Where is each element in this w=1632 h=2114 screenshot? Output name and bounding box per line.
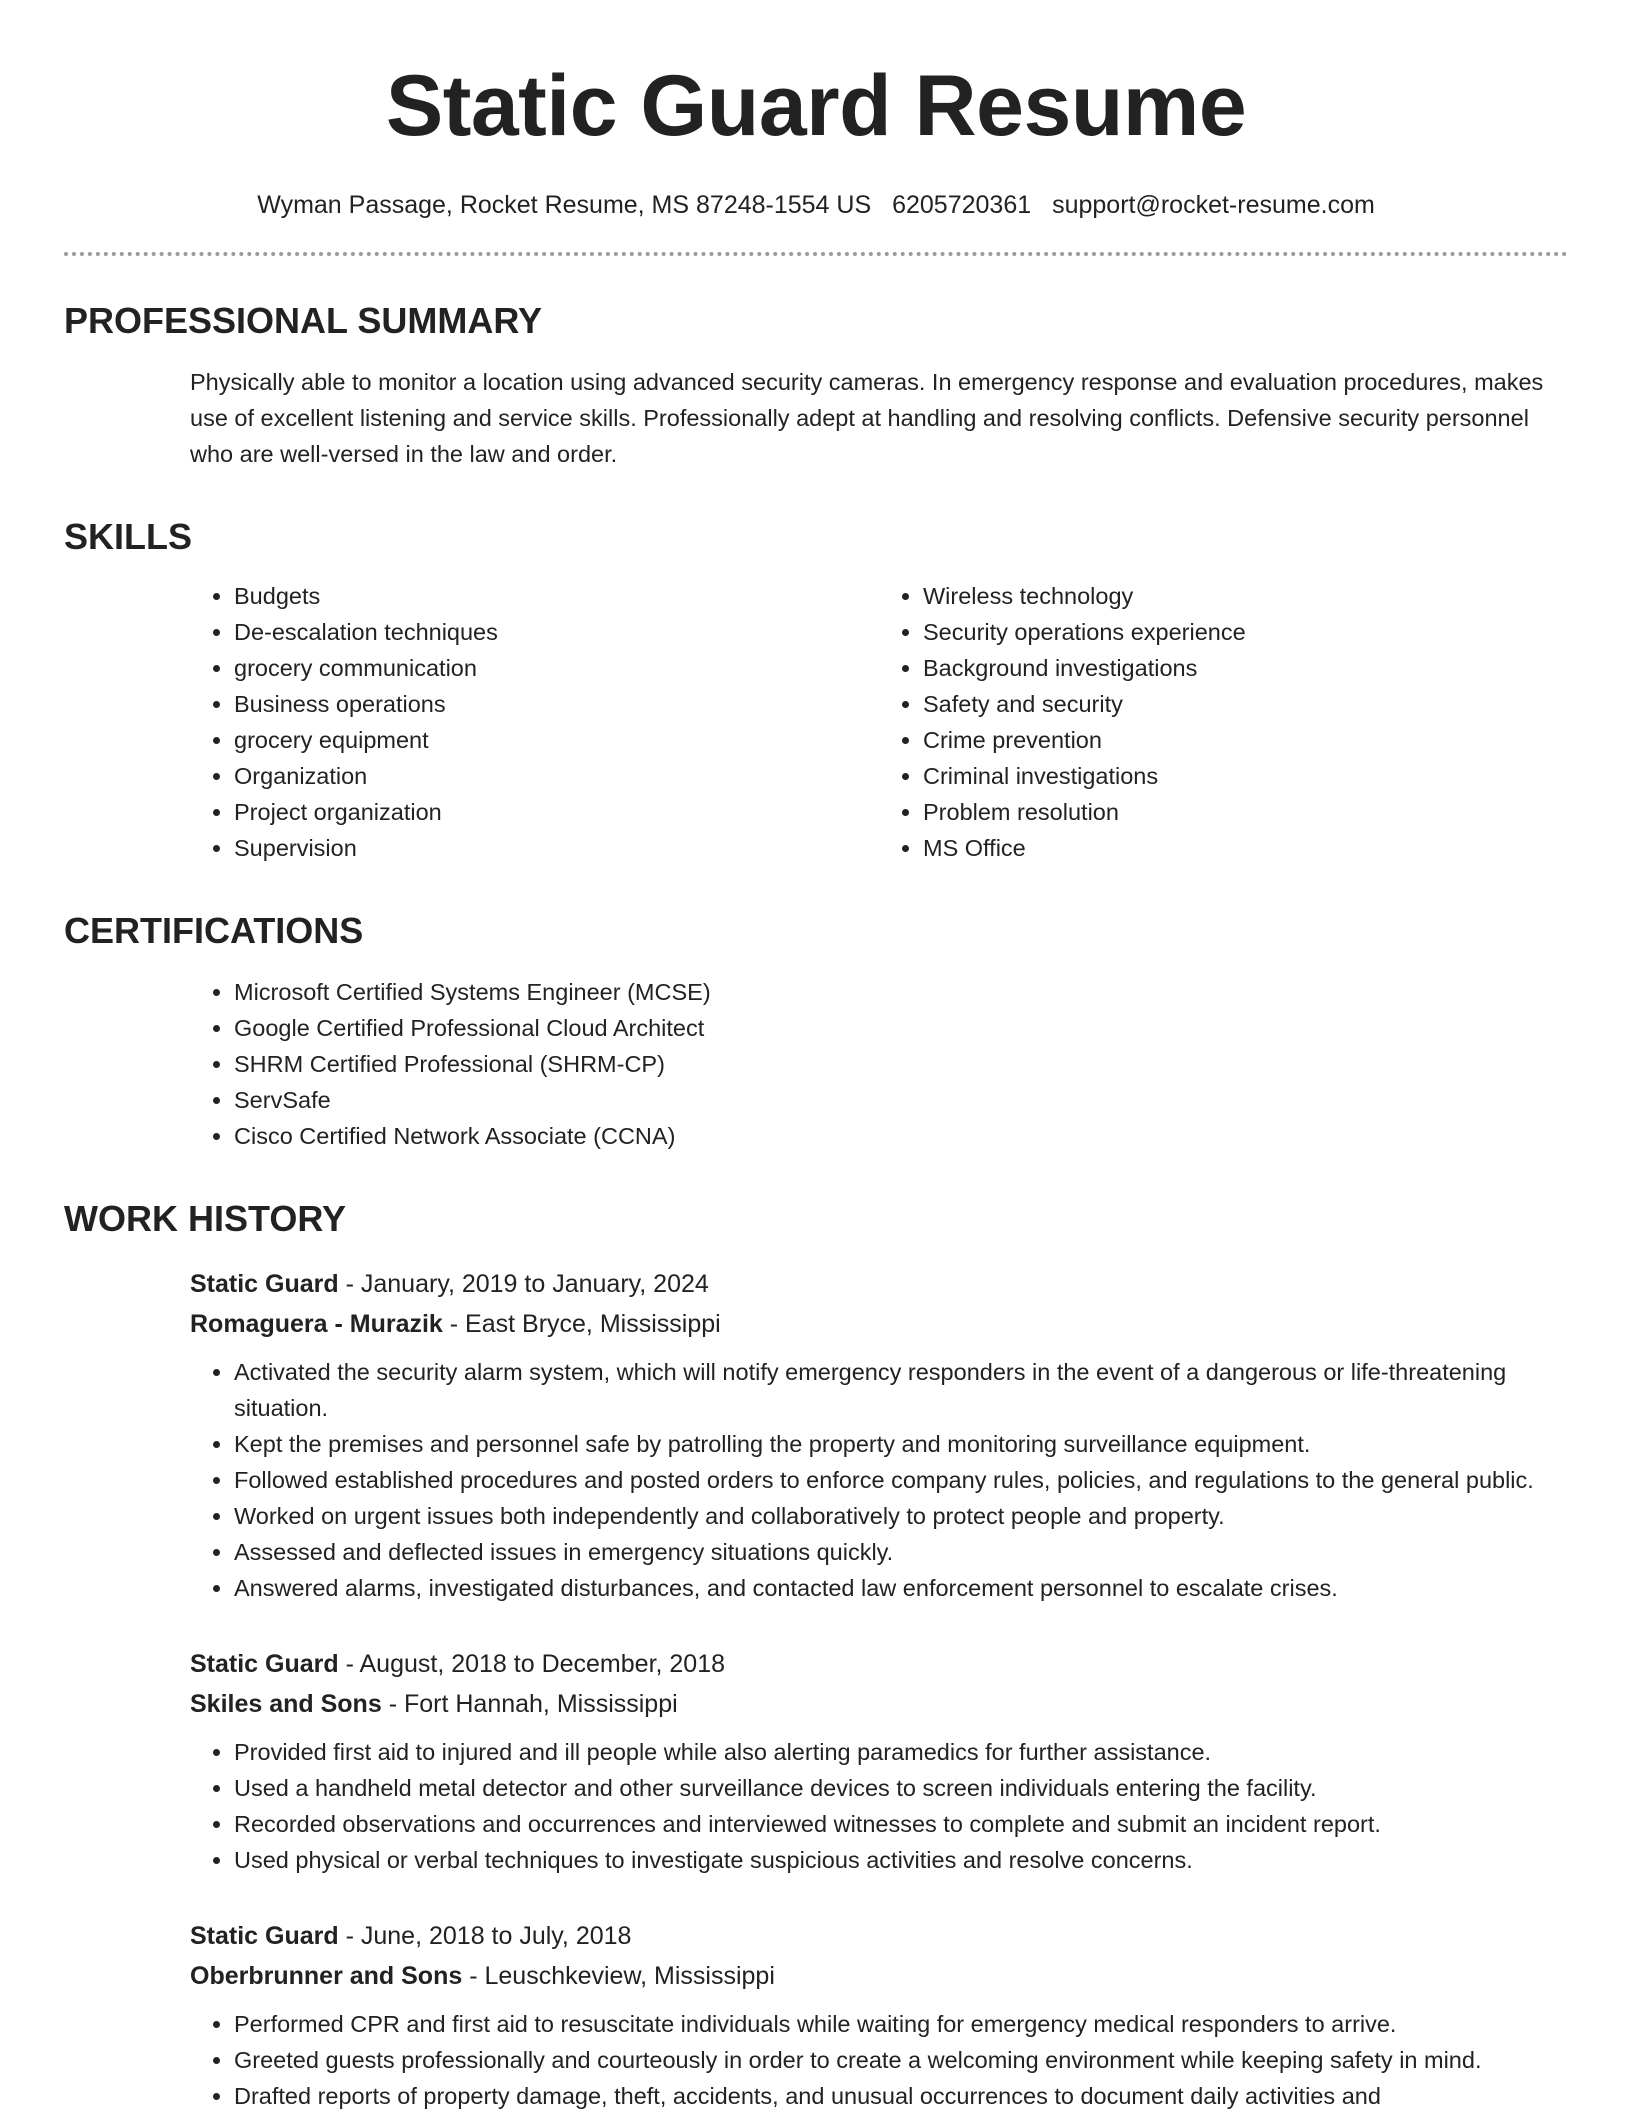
job-duty: • Worked on urgent issues both independently and collaboratively to protect people and property. [234,1498,1568,1534]
job-duty: • Drafted reports of property damage, theft, accidents, and unusual occurrences to document daily activities and [234,2078,1568,2114]
summary-text: Physically able to monitor a location using advanced security cameras. In emergency response and evaluation procedures, makes use of excellent listening and service skills. Professionally adept at handling and resolving conflicts. Defensive security personnel who are well-versed in the law and order. [190,369,1544,467]
certification-item: • SHRM Certified Professional (SHRM-CP) [234,1046,1568,1082]
job-location: - Leuschkeview, Mississippi [462,1962,775,1990]
skills-columns [190,578,1568,866]
job-entry [190,1916,1568,2114]
job-duty: • Performed CPR and first aid to resuscitate individuals while waiting for emergency medical responders to arrive. [234,2006,1568,2042]
job-role: Static Guard [190,1922,339,1950]
skill-item: • Criminal investigations [923,758,1568,794]
certification-item: • Cisco Certified Network Associate (CCNA) [234,1118,1568,1154]
job-title-line [190,1264,1568,1304]
skill-item: • Business operations [234,686,879,722]
work-history-section [64,1154,1568,2114]
skill-item: • grocery equipment [234,722,879,758]
skills-section [64,472,1568,866]
skill-item: • grocery communication [234,650,879,686]
work-history-heading: WORK HISTORY [64,1198,347,1239]
contact-line [0,190,1632,220]
job-dates: - January, 2019 to January, 2024 [338,1270,709,1298]
skill-item: • Safety and security [923,686,1568,722]
certification-item: • Microsoft Certified Systems Engineer (MCSE) [234,974,1568,1010]
job-company: Oberbrunner and Sons [190,1962,463,1990]
skill-item: • Wireless technology [923,578,1568,614]
job-duty: • Provided first aid to injured and ill people while also alerting paramedics for further assistance. [234,1734,1568,1770]
job-title-line [190,1916,1568,1956]
skills-heading: SKILLS [64,516,193,557]
job-duty: • Used physical or verbal techniques to investigate suspicious activities and resolve concerns. [234,1842,1568,1878]
certification-item: • ServSafe [234,1082,1568,1118]
job-role: Static Guard [190,1650,339,1678]
job-duty: • Followed established procedures and posted orders to enforce company rules, policies, and regulations to the general public. [234,1462,1568,1498]
job-company-line [190,1684,1568,1724]
job-company: Romaguera - Murazik [190,1310,443,1338]
skill-item: • Security operations experience [923,614,1568,650]
certifications-body [190,974,1568,1154]
job-entry [190,1644,1568,1878]
certifications-heading: CERTIFICATIONS [64,910,364,951]
contact-email: support@rocket-resume.com [1052,191,1375,219]
skill-item: • Project organization [234,794,879,830]
certifications-list [190,974,1568,1154]
summary-section [64,256,1568,472]
skill-item: • Problem resolution [923,794,1568,830]
certifications-section [64,866,1568,1154]
skill-item: • De-escalation techniques [234,614,879,650]
summary-heading: PROFESSIONAL SUMMARY [64,300,543,341]
job-duty: • Greeted guests professionally and courteously in order to create a welcoming environment while keeping safety in mind. [234,2042,1568,2078]
skill-item: • Organization [234,758,879,794]
job-role: Static Guard [190,1270,339,1298]
job-duty: • Answered alarms, investigated disturbances, and contacted law enforcement personnel to escalate crises. [234,1570,1568,1606]
resume-title: Static Guard Resume [385,58,1247,154]
job-duties [190,2006,1568,2114]
skill-item: • Crime prevention [923,722,1568,758]
job-duty: • Kept the premises and personnel safe by patrolling the property and monitoring surveillance equipment. [234,1426,1568,1462]
skill-item: • Budgets [234,578,879,614]
skill-item: • MS Office [923,830,1568,866]
skills-list-right [879,578,1568,866]
job-title-line [190,1644,1568,1684]
job-duty: • Recorded observations and occurrences and interviewed witnesses to complete and submit an incident report. [234,1806,1568,1842]
job-duty: • Assessed and deflected issues in emergency situations quickly. [234,1534,1568,1570]
job-entry [190,1264,1568,1606]
job-duty: • Activated the security alarm system, which will notify emergency responders in the event of a dangerous or life-threatening situation. [234,1354,1568,1426]
skill-item: • Background investigations [923,650,1568,686]
job-duties [190,1734,1568,1878]
job-dates: - August, 2018 to December, 2018 [338,1650,726,1678]
job-duties [190,1354,1568,1606]
job-dates: - June, 2018 to July, 2018 [338,1922,632,1950]
skills-list-left [190,578,879,866]
certification-item: • Google Certified Professional Cloud Architect [234,1010,1568,1046]
job-company-line [190,1304,1568,1344]
skill-item: • Supervision [234,830,879,866]
job-duty: • Used a handheld metal detector and other surveillance devices to screen individuals entering the facility. [234,1770,1568,1806]
job-company: Skiles and Sons [190,1690,382,1718]
job-company-line [190,1956,1568,1996]
contact-phone: 6205720361 [892,191,1032,219]
job-location: - East Bryce, Mississippi [442,1310,721,1338]
contact-address: Wyman Passage, Rocket Resume, MS 87248-1554 US [257,191,872,219]
job-location: - Fort Hannah, Mississippi [381,1690,678,1718]
